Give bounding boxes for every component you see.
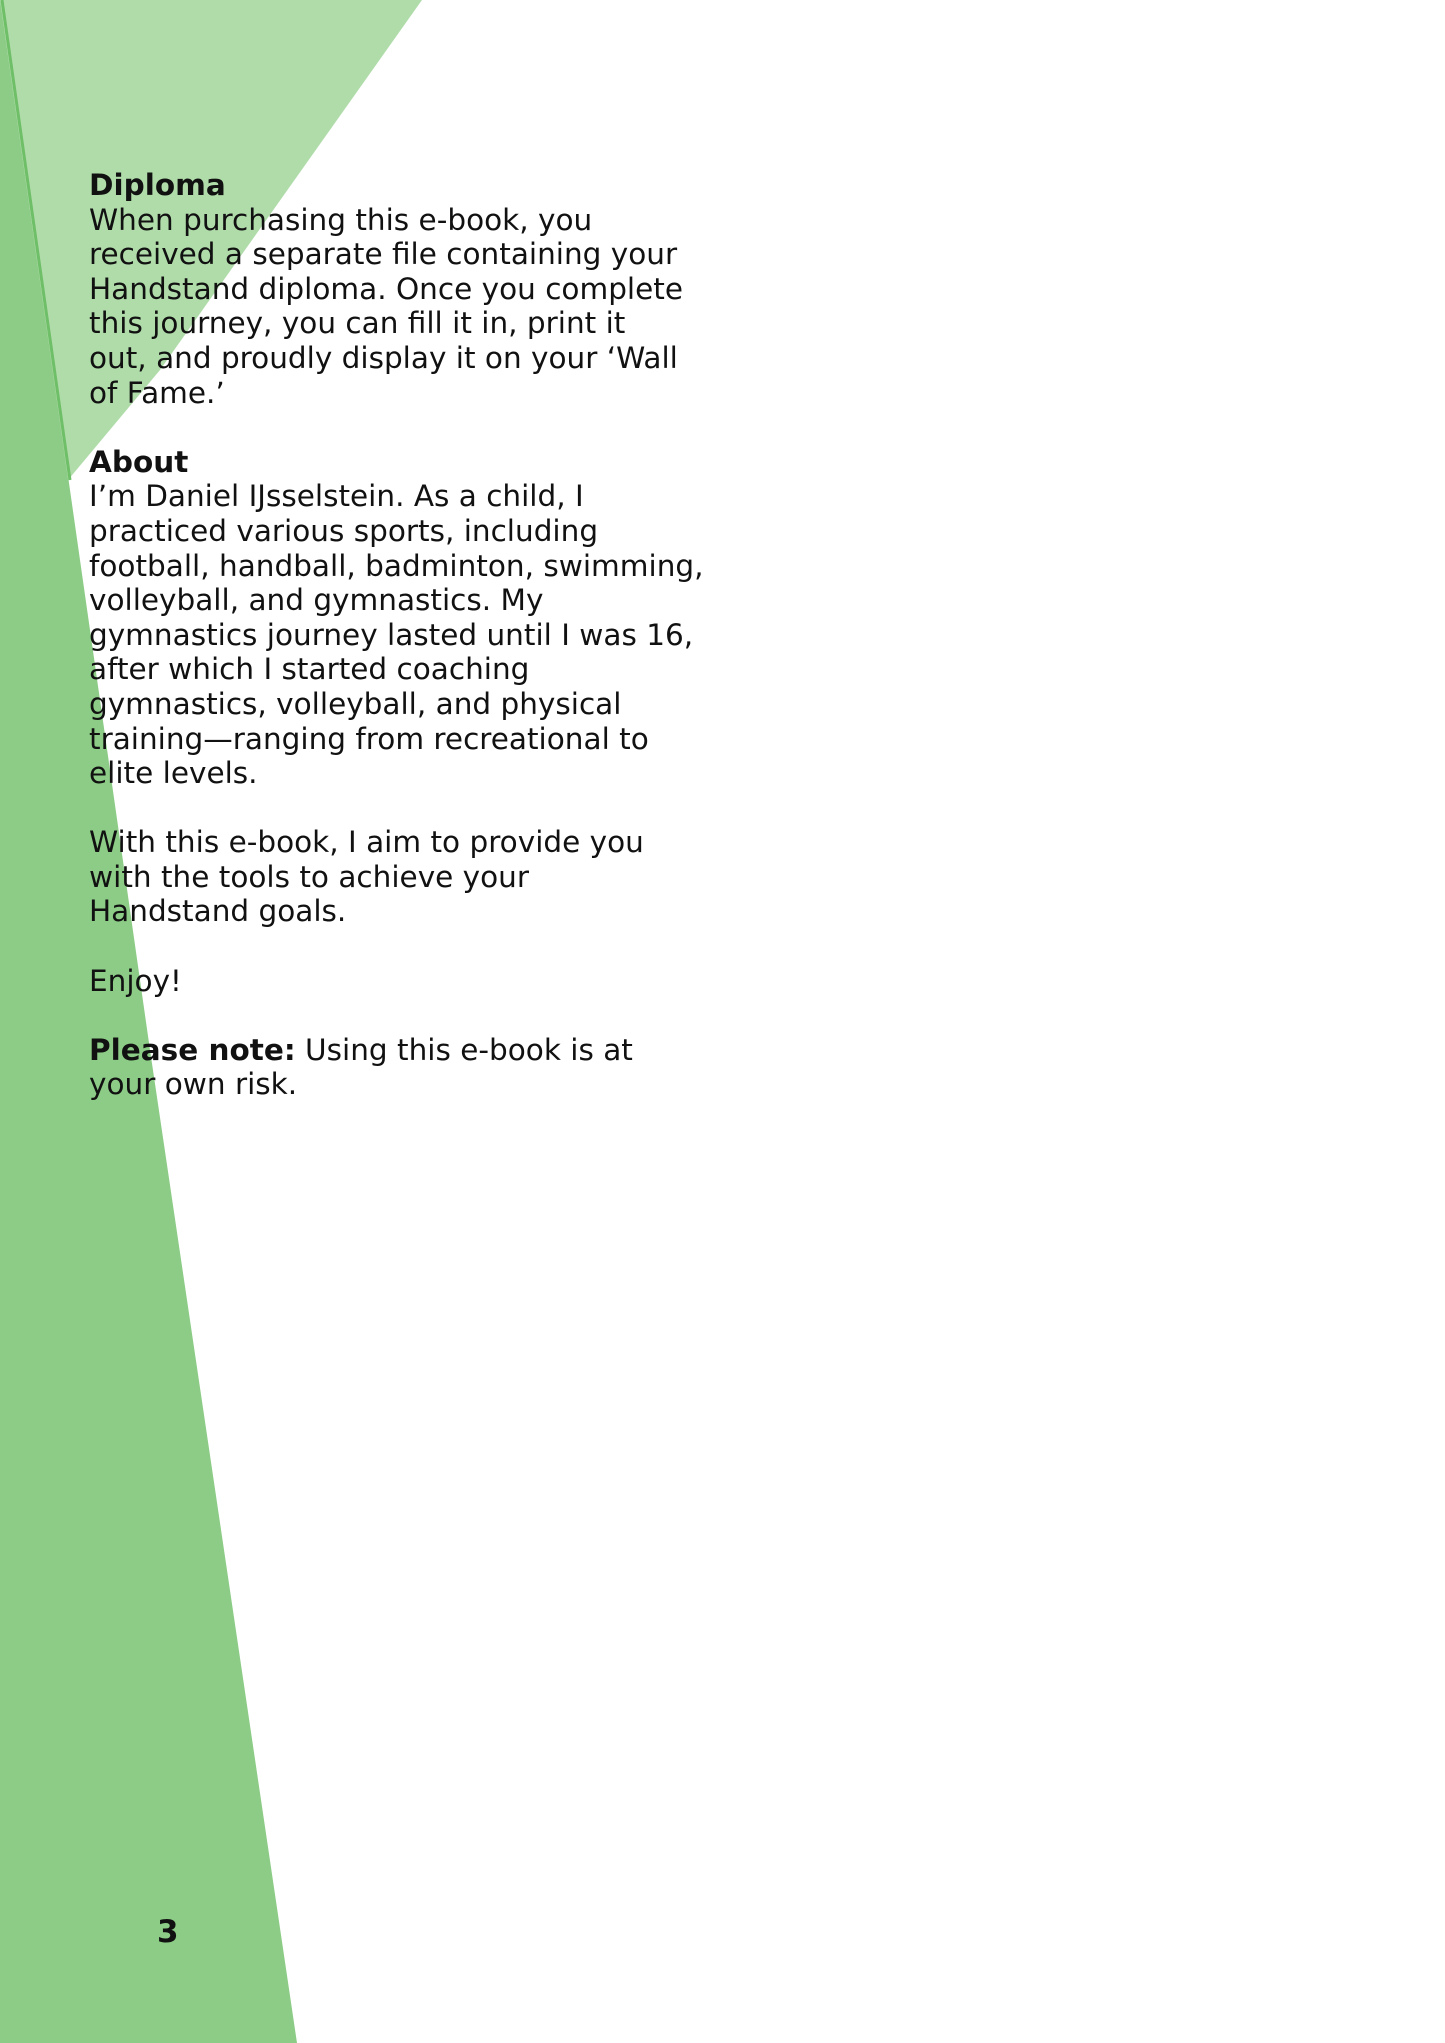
- text-line: after which I started coaching: [89, 652, 530, 687]
- text-line: of Fame.’: [89, 375, 225, 410]
- text-line: received a separate file containing your: [89, 237, 678, 272]
- note-label: Please note:: [89, 1032, 296, 1067]
- note-line-1: [89, 1033, 749, 1068]
- text-line: Handstand diploma. Once you complete: [89, 271, 683, 306]
- text-line: with the tools to achieve your: [89, 859, 530, 894]
- text-line: this journey, you can fill it in, print it: [89, 306, 626, 341]
- note-paragraph: [89, 1033, 749, 1102]
- about-heading: About: [89, 444, 189, 479]
- note-text: Using this e-book is at: [295, 1032, 633, 1067]
- text-line: volleyball, and gymnastics. My: [89, 583, 544, 618]
- text-line: football, handball, badminton, swimming,: [89, 548, 704, 583]
- page-number: 3: [157, 1914, 179, 1950]
- text-line: training—ranging from recreational to: [89, 721, 649, 756]
- text-line: practiced various sports, including: [89, 513, 599, 548]
- about-text: [89, 479, 749, 790]
- text-line: gymnastics journey lasted until I was 16,: [89, 617, 694, 652]
- text-line: elite levels.: [89, 756, 258, 791]
- text-line: out, and proudly display it on your ‘Wall: [89, 340, 678, 375]
- about-section: [89, 445, 749, 791]
- text-line: When purchasing this e-book, you: [89, 202, 593, 237]
- diploma-text: [89, 203, 749, 411]
- diploma-heading: Diploma: [89, 168, 226, 202]
- enjoy-text: Enjoy!: [89, 963, 182, 998]
- diploma-section: [89, 168, 749, 410]
- text-line: Handstand goals.: [89, 894, 347, 929]
- text-line: I’m Daniel IJsselstein. As a child, I: [89, 479, 584, 514]
- text-line: With this e-book, I aim to provide you: [89, 825, 644, 860]
- text-line: gymnastics, volleyball, and physical: [89, 686, 622, 721]
- enjoy-paragraph: [89, 964, 749, 999]
- note-line-2: your own risk.: [89, 1067, 298, 1102]
- goal-paragraph: [89, 825, 749, 929]
- page-content: [89, 168, 749, 1137]
